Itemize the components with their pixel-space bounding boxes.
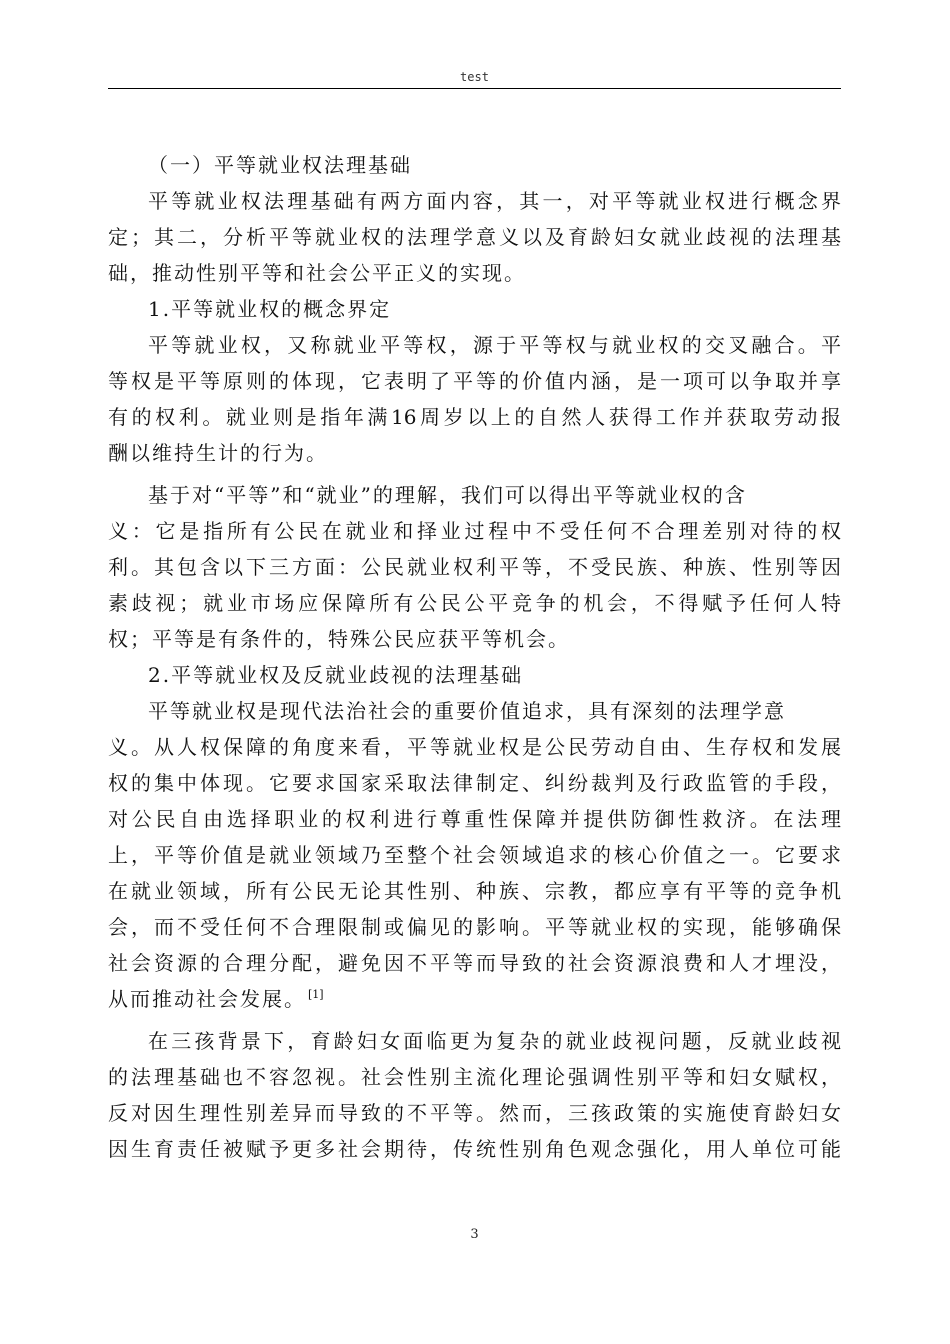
paragraph-line: 平等就业权是现代法治社会的重要价值追求，具有深刻的法理学意 [148,699,786,723]
footnote-marker[interactable]: [1] [308,988,324,1002]
paragraph-line: 在三孩背景下，育龄妇女面临更为复杂的就业歧视问题，反就业歧视 [148,1029,841,1053]
paragraph-line [108,986,324,1012]
paragraph-line: 上，平等价值是就业领域乃至整个社会领域追求的核心价值之一。它要求 [108,843,841,867]
paragraph-line: 会，而不受任何不合理限制或偏见的影响。平等就业权的实现，能够确保 [108,915,841,939]
paragraph-line: 对公民自由选择职业的权利进行尊重性保障并提供防御性救济。在法理 [108,807,841,831]
paragraph-line: 等权是平等原则的体现，它表明了平等的价值内涵，是一项可以争取并享 [108,369,841,393]
paragraph-line: 定；其二，分析平等就业权的法理学意义以及育龄妇女就业歧视的法理基 [108,225,841,249]
paragraph-line: 础，推动性别平等和社会公平正义的实现。 [108,261,526,285]
page-number: 3 [470,1227,479,1242]
paragraph-line: 义：它是指所有公民在就业和择业过程中不受任何不合理差别对待的权 [108,519,841,543]
paragraph-line: 平等就业权，又称就业平等权，源于平等权与就业权的交叉融合。平 [148,333,841,357]
paragraph-line: 在就业领域，所有公民无论其性别、种族、宗教，都应享有平等的竞争机 [108,879,841,903]
paragraph-line: 反对因生理性别差异而导致的不平等。然而，三孩政策的实施使育龄妇女 [108,1101,841,1125]
paragraph-line: 因生育责任被赋予更多社会期待，传统性别角色观念强化，用人单位可能 [108,1137,841,1161]
paragraph-line: 酬以维持生计的行为。 [108,441,328,465]
paragraph-line: 的法理基础也不容忽视。社会性别主流化理论强调性别平等和妇女赋权， [108,1065,841,1089]
paragraph-line: 有的权利。就业则是指年满16周岁以上的自然人获得工作并获取劳动报 [108,405,841,429]
subsection-heading: 1.平等就业权的概念界定 [148,297,392,321]
header-rule [108,88,841,89]
section-heading: （一）平等就业权法理基础 [148,153,412,177]
paragraph-line: 权；平等是有条件的，特殊公民应获平等机会。 [108,627,570,651]
subsection-heading: 2.平等就业权及反就业歧视的法理基础 [148,663,524,687]
paragraph-line: 义。从人权保障的角度来看，平等就业权是公民劳动自由、生存权和发展 [108,735,841,759]
paragraph-text: 从而推动社会发展。 [108,987,306,1011]
paragraph-line: 平等就业权法理基础有两方面内容，其一，对平等就业权进行概念界 [148,189,841,213]
page-header: test [460,70,489,84]
paragraph-line: 社会资源的合理分配，避免因不平等而导致的社会资源浪费和人才埋没， [108,951,841,975]
paragraph-line: 素歧视；就业市场应保障所有公民公平竞争的机会，不得赋予任何人特 [108,591,841,615]
paragraph-line: 权的集中体现。它要求国家采取法律制定、纠纷裁判及行政监管的手段， [108,771,841,795]
paragraph-line: 利。其包含以下三方面：公民就业权利平等，不受民族、种族、性别等因 [108,555,841,579]
paragraph-line: 基于对“平等”和“就业”的理解，我们可以得出平等就业权的含 [148,483,747,507]
